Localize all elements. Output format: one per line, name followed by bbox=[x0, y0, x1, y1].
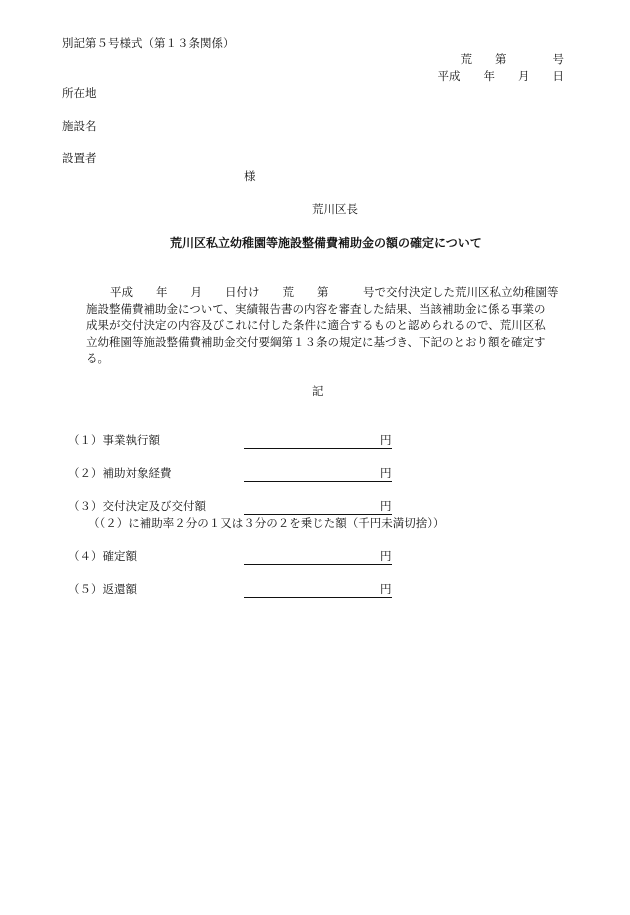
body-line-2: 施設整備費補助金について、実績報告書の内容を審査した結果、当該補助金に係る事業の bbox=[86, 302, 546, 316]
amount-blank-5 bbox=[244, 583, 392, 598]
yen-unit-5: 円 bbox=[380, 582, 392, 596]
form-reference: 別記第５号様式（第１３条関係） bbox=[62, 36, 235, 50]
body-line-3: 成果が交付決定の内容及びこれに付した条件に適合するものと認められるので、荒川区私 bbox=[86, 318, 546, 332]
amount-blank-1 bbox=[244, 434, 392, 449]
document-title: 荒川区私立幼稚園等施設整備費補助金の額の確定について bbox=[170, 236, 482, 250]
item-label-4: （４）確定額 bbox=[68, 549, 137, 563]
yen-unit-1: 円 bbox=[380, 433, 392, 447]
yen-unit-3: 円 bbox=[380, 499, 392, 513]
document-number: 荒 第 号 bbox=[460, 52, 564, 66]
address-label: 所在地 bbox=[62, 86, 97, 100]
amount-blank-2 bbox=[244, 467, 392, 482]
facility-label: 施設名 bbox=[62, 119, 97, 133]
item-label-2: （２）補助対象経費 bbox=[68, 466, 172, 480]
body-line-4: 立幼稚園等施設整備費補助金交付要綱第１３条の規定に基づき、下記のとおり額を確定す bbox=[86, 335, 546, 349]
item-3-note: （（２）に補助率２分の１又は３分の２を乗じた額（千円未満切捨）） bbox=[88, 516, 445, 530]
ki-heading: 記 bbox=[312, 384, 324, 398]
founder-label: 設置者 bbox=[62, 151, 97, 165]
body-line-5: る。 bbox=[86, 351, 109, 365]
amount-blank-3 bbox=[244, 500, 392, 515]
honorific: 様 bbox=[244, 169, 256, 183]
item-label-1: （１）事業執行額 bbox=[68, 433, 160, 447]
amount-blank-4 bbox=[244, 550, 392, 565]
yen-unit-2: 円 bbox=[380, 466, 392, 480]
yen-unit-4: 円 bbox=[380, 549, 392, 563]
body-line-1: 平成 年 月 日付け 荒 第 号で交付決定した荒川区私立幼稚園等 bbox=[110, 285, 559, 299]
document-date: 平成 年 月 日 bbox=[437, 69, 564, 83]
item-label-3: （３）交付決定及び交付額 bbox=[68, 499, 206, 513]
item-label-5: （５）返還額 bbox=[68, 582, 137, 596]
sender: 荒川区長 bbox=[312, 202, 358, 216]
